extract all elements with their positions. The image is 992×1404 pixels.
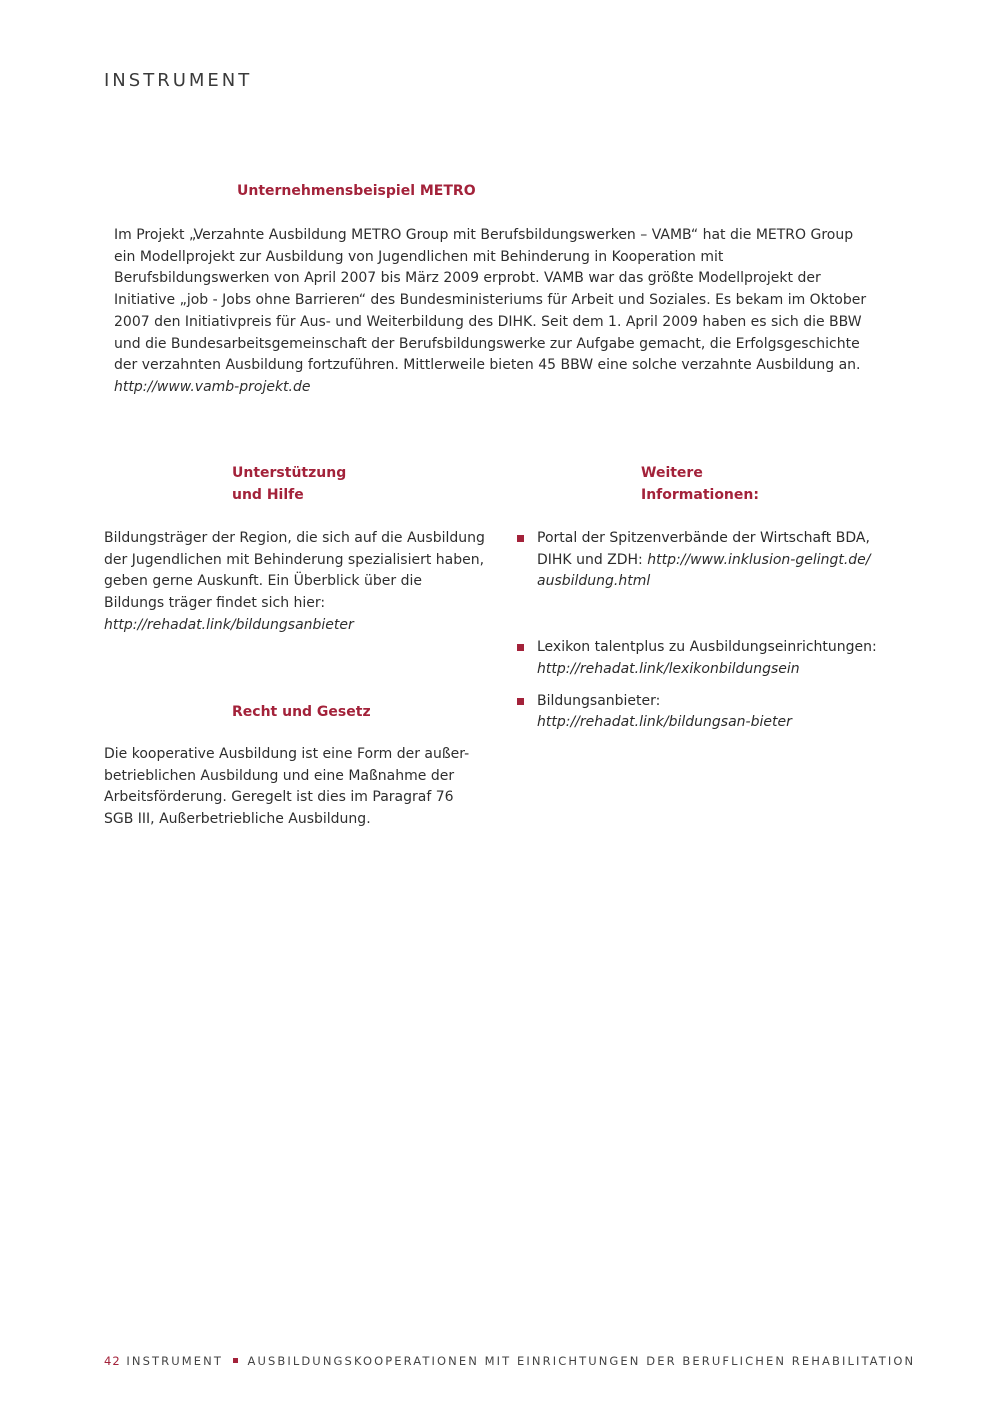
bullet-square-icon [517, 644, 524, 651]
support-text: Bildungsträger der Region, die sich auf die Ausbildung der Jugendlichen mit Behinderung spezialisiert haben, geben gerne Auskunft. Ein Überblick über die Bildungs träger findet sich hier: [104, 530, 485, 612]
example-text: Im Projekt „Verzahnte Ausbildung METRO Group mit Berufsbildungswerken – VAMB“ hat die METRO Group ein Modellprojekt zur Ausbildung von Jugendlichen mit Behinderung in Kooperation mit Berufsbildungswerken von April 2007 bis März 2009 erprobt. VAMB war das größte Modellprojekt der Initiative „job - Jobs ohne Barrieren“ des Bundesministeriums für Arbeit und Soziales. Es bekam im Oktober 2007 den Initiativpreis für Aus- und Weiterbildung des DIHK. Seit dem 1. April 2009 haben es sich die BBW und die Bundesarbeitsgemeinschaft der Berufsbildungswerke zur Aufgabe gemacht, die Erfolgsgeschichte der verzahnten Ausbildung fortzuführen. Mittlerweile bieten 45 BBW eine solche verzahnte Ausbildung an. [114, 227, 867, 374]
info-item-text: Bildungsanbieter: [537, 692, 661, 709]
info-item [517, 528, 877, 593]
info-heading-line2: Informationen: [641, 487, 759, 503]
law-text: Die kooperative Ausbildung ist eine Form der außer-betrieblichen Ausbildung und eine Maßnahme der Arbeitsförderung. Geregelt ist dies im Paragraf 76 SGB III, Außerbetriebliche Ausbildung. [104, 746, 470, 828]
page-footer [104, 1354, 915, 1368]
info-item-link[interactable]: http://rehadat.link/bildungsan-bieter [537, 714, 792, 731]
law-paragraph [104, 744, 486, 831]
example-link[interactable]: http://www.vamb-projekt.de [114, 378, 311, 395]
bullet-square-icon [517, 698, 524, 705]
bullet-square-icon [517, 535, 524, 542]
support-heading [232, 462, 346, 506]
footer-separator-icon [233, 1358, 238, 1363]
info-item [517, 637, 877, 680]
info-item [517, 691, 877, 734]
support-heading-line1: Unterstützung [232, 465, 347, 481]
footer-section: INSTRUMENT [126, 1354, 223, 1368]
example-paragraph [114, 225, 874, 399]
example-heading: Unternehmensbeispiel METRO [237, 183, 476, 199]
info-item-link[interactable]: http://www.inklusion-gelingt.de/ ausbildung.html [537, 551, 871, 590]
support-paragraph [104, 528, 486, 637]
info-item-text: Portal der Spitzenverbände der Wirtschaft BDA, DIHK und ZDH: [537, 530, 870, 568]
info-item-link[interactable]: http://rehadat.link/lexikonbildungsein [537, 660, 800, 677]
footer-title: AUSBILDUNGSKOOPERATIONEN MIT EINRICHTUNGEN DER BERUFLICHEN REHABILITATION [247, 1354, 916, 1368]
support-heading-line2: und Hilfe [232, 487, 304, 503]
info-heading-line1: Weitere [641, 465, 703, 481]
info-heading [641, 462, 759, 506]
info-list [517, 528, 877, 734]
support-link[interactable]: http://rehadat.link/bildungsanbieter [104, 616, 354, 633]
section-label: INSTRUMENT [104, 70, 253, 91]
law-heading: Recht und Gesetz [232, 704, 371, 720]
info-item-text: Lexikon talentplus zu Ausbildungseinrichtungen: [537, 639, 877, 656]
page-number: 42 [104, 1354, 121, 1368]
